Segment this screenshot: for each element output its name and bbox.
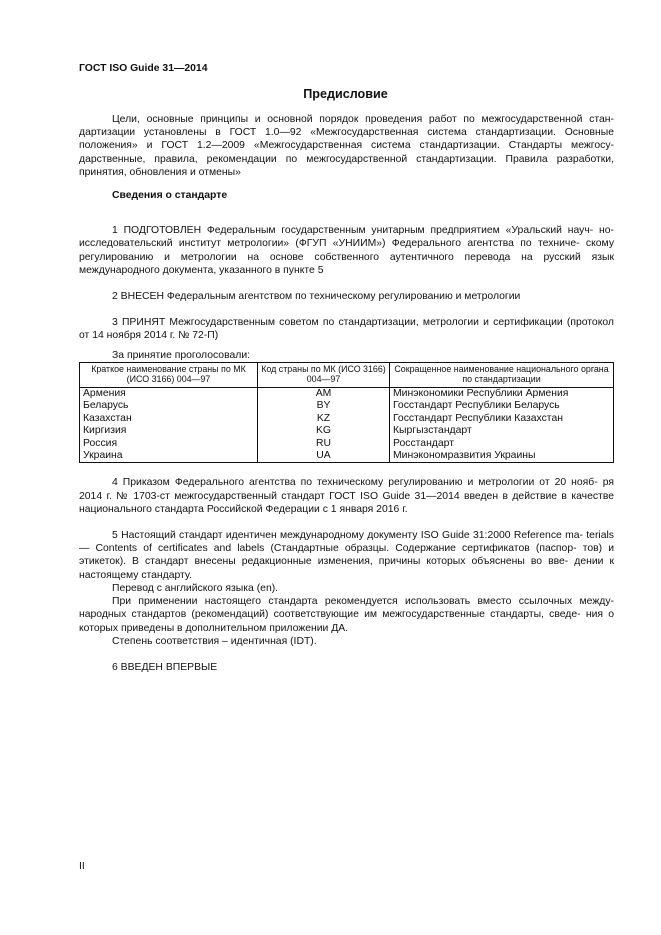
column-header-code: Код страны по МК (ИСО 3166) 004—97	[258, 362, 390, 387]
country-cell: Россия	[80, 438, 258, 450]
body-cell: Госстандарт Республики Беларусь	[390, 400, 614, 412]
text-line: 4 Приказом Федерального агентства по техническому регулированию и метрологии от 20 нояб-	[112, 477, 598, 489]
text-line: При применении настоящего стандарта рекомендуется использовать вместо ссылочных между-	[112, 596, 614, 608]
body-cell: Минэкономики Республики Армения	[390, 388, 614, 401]
body-cell: Кыргызстандарт	[390, 425, 614, 437]
item-5-identical	[79, 529, 614, 582]
voting-caption: За принятие проголосовали:	[112, 349, 251, 361]
page-number: II	[79, 861, 85, 872]
text-line: но-исследовательский институт метрологии» (ФГУП «УНИИМ») Федерального агентства по техниче-	[79, 225, 614, 250]
table-row	[80, 413, 614, 425]
intro-paragraph	[79, 113, 614, 179]
text-line: дартизации установлены в ГОСТ 1.0—92 «Межгосударственная система стандартизации. Основные	[79, 127, 614, 139]
code-cell: KZ	[258, 413, 390, 425]
item-4-order	[79, 476, 614, 516]
text-line: международного документа, указанного в пункте 5	[79, 264, 324, 276]
column-header-country: Краткое наименование страны по МК (ИСО 3166) 004—97	[80, 362, 258, 387]
code-cell: KG	[258, 425, 390, 437]
text-line: дении к настоящему стандарту.	[79, 556, 615, 581]
body-cell: Госстандарт Республики Казахстан	[390, 413, 614, 425]
text-line: 3 ПРИНЯТ Межгосударственным советом по стандартизации, метрологии и сертификации	[112, 317, 563, 329]
table-header-row	[80, 362, 614, 387]
item-1-prepared	[79, 224, 614, 277]
translation-note: Перевод с английского языка (en).	[112, 582, 279, 594]
document-code-header: ГОСТ ISO Guide 31—2014	[79, 63, 208, 74]
code-cell: UA	[258, 450, 390, 463]
table-row	[80, 450, 614, 463]
country-cell: Киргизия	[80, 425, 258, 437]
page-title: Предисловие	[303, 87, 388, 101]
column-header-body: Сокращенное наименование национального органа по стандартизации	[390, 362, 614, 387]
code-cell: RU	[258, 438, 390, 450]
text-line: скому регулированию и метрологии на основе собственного аутентичного перевода на русский язык	[79, 238, 615, 263]
text-line: terials — Contents of certificates and labels (Стандартные образцы. Содержание сертификатов (паспор-	[79, 530, 614, 555]
text-line: положения» и ГОСТ 1.2—2009 «Межгосударственная система стандартизации. Стандарты межгосу-	[79, 140, 614, 152]
code-cell: BY	[258, 400, 390, 412]
text-line: ния о которых приведены в дополнительном приложении ДА.	[79, 609, 614, 634]
text-line: тов) и этикеток). В стандарт внесены редакционные изменения, причины которых объяснены во вве-	[79, 543, 615, 568]
degree-of-correspondence: Степень соответствия – идентичная (IDT).	[112, 635, 317, 647]
body-cell: Минэкономразвития Украины	[390, 450, 614, 463]
item-3-adopted	[79, 316, 614, 342]
body-cell: Росстандарт	[390, 438, 614, 450]
text-line: дарственные, правила, рекомендации по межгосударственной стандартизации. Правила разработки,	[79, 153, 614, 165]
country-cell: Армения	[80, 388, 258, 401]
text-line: (протокол от 14 ноября 2014 г. № 72-П)	[79, 317, 614, 342]
code-cell: AM	[258, 388, 390, 401]
text-line: Цели, основные принципы и основной порядок проведения работ по межгосударственной стан-	[112, 114, 614, 125]
reference-note	[79, 595, 614, 635]
text-line: 1 ПОДГОТОВЛЕН Федеральным государственным унитарным предприятием «Уральский науч-	[112, 225, 594, 237]
text-line: принятия, обновления и отмены»	[79, 166, 241, 178]
text-line: качестве национального стандарта Российской Федерации с 1 января 2016 г.	[79, 490, 614, 515]
text-line: народных стандартов (рекомендаций) соответствующие им межгосударственные стандарты, сведе-	[79, 609, 581, 621]
item-2-introduced: 2 ВНЕСЕН Федеральным агентством по техническому регулированию и метрологии	[112, 291, 521, 303]
standard-info-heading: Сведения о стандарте	[112, 190, 228, 202]
table-row	[80, 425, 614, 437]
voting-table	[79, 362, 614, 464]
country-cell: Казахстан	[80, 413, 258, 425]
country-cell: Беларусь	[80, 400, 258, 412]
text-line: 5 Настоящий стандарт идентичен международному документу ISO Guide 31:2000 Reference ma-	[112, 530, 583, 542]
table-row	[80, 388, 614, 401]
foreword-body	[79, 113, 614, 674]
country-cell: Украина	[80, 450, 258, 463]
table-row	[80, 438, 614, 450]
table-row	[80, 400, 614, 412]
text-line: ря 2014 г. № 1703-ст межгосударственный стандарт ГОСТ ISO Guide 31—2014 введен в действие в	[79, 477, 614, 502]
item-6-first-introduced: 6 ВВЕДЕН ВПЕРВЫЕ	[112, 661, 218, 673]
